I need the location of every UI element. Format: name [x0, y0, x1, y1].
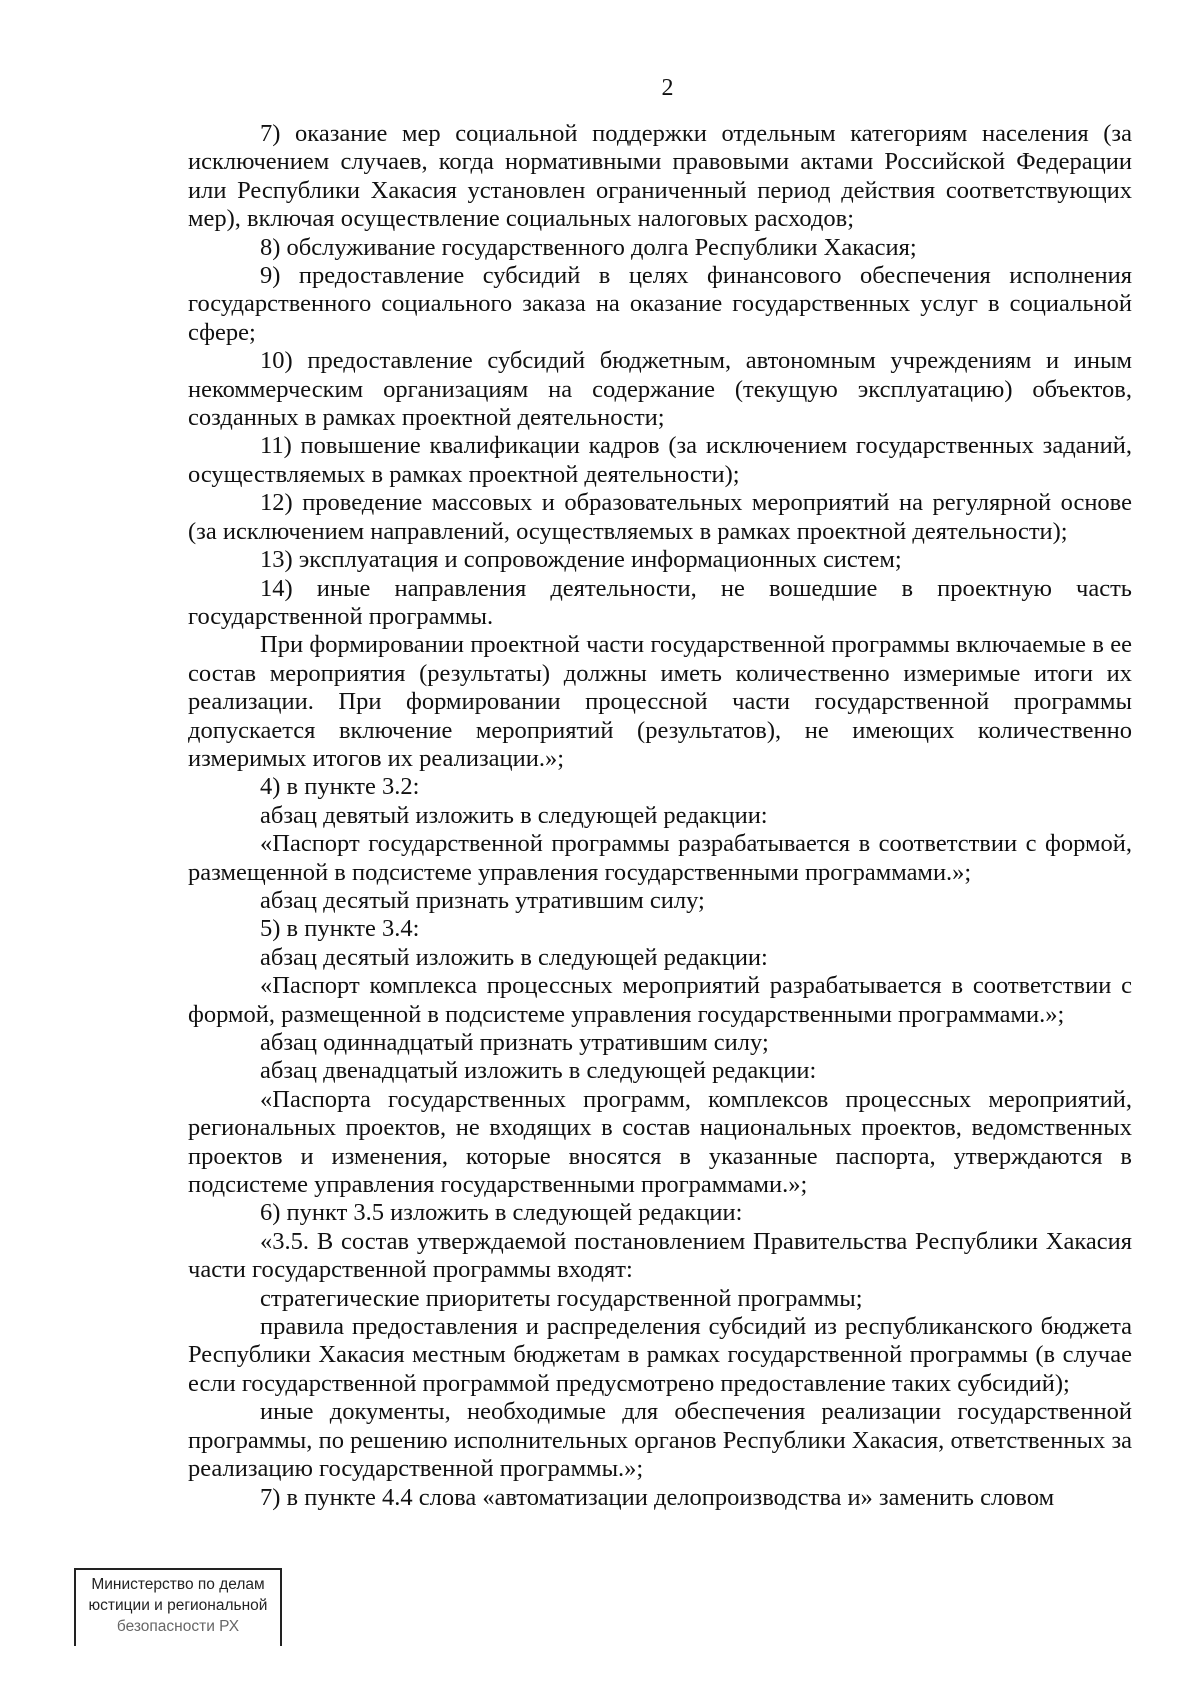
paragraph: «Паспорт государственной программы разрабатывается в соответствии с формой, размещенной в подсистеме управления государственными программами.»;: [188, 830, 1132, 886]
paragraph: иные документы, необходимые для обеспечения реализации государственной программы, по решению исполнительных органов Республики Хакасия, ответственных за реализацию государственной программы.»;: [188, 1398, 1132, 1483]
paragraph: абзац десятый признать утратившим силу;: [260, 886, 705, 914]
registration-stamp: [74, 1568, 282, 1646]
paragraph: «Паспорта государственных программ, комплексов процессных мероприятий, региональных проектов, не входящих в состав национальных проектов, ведомственных проектов и изменения, которые вносятся в указанные паспорта, утверждаются в подсистеме управления государственными программами.»;: [188, 1085, 1132, 1199]
paragraph: 13) эксплуатация и сопровождение информационных систем;: [260, 546, 902, 574]
paragraph: абзац девятый изложить в следующей редакции:: [260, 801, 768, 829]
paragraph: правила предоставления и распределения субсидий из республиканского бюджета Республики Хакасия местным бюджетам в рамках государственной программы (в случае если государственной программой предусмотрено предоставление таких субсидий);: [188, 1313, 1132, 1397]
paragraph: 8) обслуживание государственного долга Республики Хакасия;: [260, 233, 917, 261]
paragraph: 10) предоставление субсидий бюджетным, автономным учреждениям и иным некоммерческим организациям на содержание (текущую эксплуатацию) объектов, созданных в рамках проектной деятельности;: [188, 347, 1132, 432]
page-number: 2: [661, 75, 674, 101]
paragraph: абзац десятый изложить в следующей редакции:: [260, 943, 768, 971]
stamp-line-ministry: Министерство по делам: [91, 1576, 265, 1593]
paragraph: 14) иные направления деятельности, не вошедшие в проектную часть государственной программы.: [188, 574, 1132, 630]
paragraph: 5) в пункте 3.4:: [260, 915, 420, 943]
paragraph: 9) предоставление субсидий в целях финансового обеспечения исполнения государственного социального заказа на оказание государственных услуг в социальной сфере;: [188, 262, 1132, 346]
stamp-line-justice: юстиции и региональной: [88, 1597, 268, 1614]
paragraph: «3.5. В состав утверждаемой постановлением Правительства Республики Хакасия части государственной программы входят:: [188, 1227, 1132, 1284]
paragraph: 6) пункт 3.5 изложить в следующей редакции:: [260, 1199, 743, 1227]
paragraph: «Паспорт комплекса процессных мероприятий разрабатывается в соответствии с формой, размещенной в подсистеме управления государственными программами.»;: [188, 972, 1132, 1028]
paragraph: абзац одиннадцатый признать утратившим силу;: [260, 1029, 769, 1056]
paragraph: 7) оказание мер социальной поддержки отдельным категориям населения (за исключением случаев, когда нормативными правовыми актами Российской Федерации или Республики Хакасия установлен ограниченный период действия соответствующих мер), включая осуществление социальных налоговых расходов;: [188, 120, 1132, 233]
paragraph: 7) в пункте 4.4 слова «автоматизации делопроизводства и» заменить словом: [260, 1483, 1055, 1511]
paragraph: абзац двенадцатый изложить в следующей редакции:: [260, 1057, 817, 1085]
paragraph: стратегические приоритеты государственной программы;: [260, 1284, 863, 1312]
paragraph: 4) в пункте 3.2:: [260, 773, 420, 801]
stamp-line-security: безопасности РХ: [116, 1618, 240, 1635]
paragraph: 12) проведение массовых и образовательных мероприятий на регулярной основе (за исключением направлений, осуществляемых в рамках проектной деятельности);: [188, 489, 1132, 545]
paragraph: При формировании проектной части государственной программы включаемые в ее состав мероприятия (результаты) должны иметь количественно измеримые итоги их реализации. При формировании процессной части государственной программы допускается включение мероприятий (результатов), не имеющих количественно измеримых итогов их реализации.»;: [188, 631, 1132, 772]
document-body: [188, 120, 1132, 1512]
paragraph: 11) повышение квалификации кадров (за исключением государственных заданий, осуществляемых в рамках проектной деятельности);: [188, 432, 1132, 488]
